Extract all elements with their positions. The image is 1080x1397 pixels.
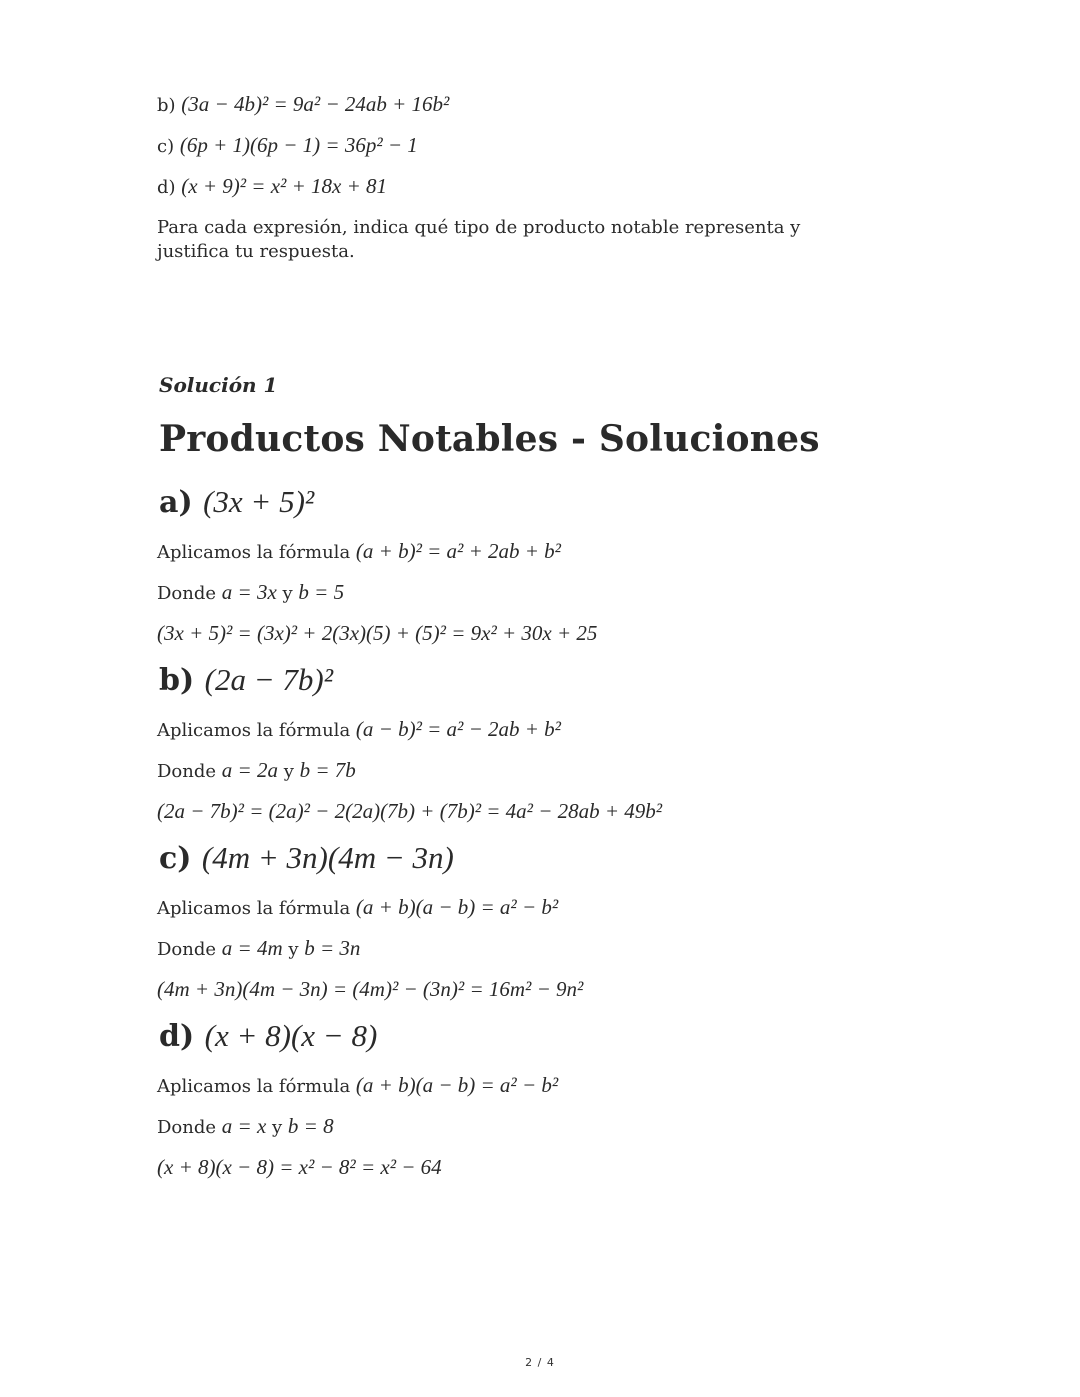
formula-expression: (a + b)(a − b) = a² − b² (355, 1073, 559, 1097)
b-value: b = 5 (298, 580, 345, 604)
item-label: b) (157, 95, 176, 116)
result-line-c (157, 977, 583, 1002)
exercise-item-d (157, 174, 387, 199)
y-text: y (288, 939, 299, 960)
item-label: c) (157, 136, 175, 157)
formula-line-a (157, 539, 561, 564)
heading-expression: (2a − 7b)² (204, 662, 333, 697)
formula-expression: (a − b)² = a² − 2ab + b² (355, 717, 561, 741)
y-text: y (282, 583, 293, 604)
a-value: a = x (221, 1114, 267, 1138)
result-expression: (2a − 7b)² = (2a)² − 2(2a)(7b) + (7b)² = 4a² − 28ab + 49b² (157, 799, 663, 823)
a-value: a = 2a (221, 758, 278, 782)
math-expression: (3a − 4b)² = 9a² − 24ab + 16b² (181, 92, 450, 116)
y-text: y (283, 761, 294, 782)
donde-text: Donde (157, 1117, 217, 1138)
donde-text: Donde (157, 939, 217, 960)
y-text: y (272, 1117, 283, 1138)
donde-line-a (157, 580, 344, 605)
donde-line-d (157, 1114, 334, 1139)
b-value: b = 8 (287, 1114, 334, 1138)
math-expression: (x + 9)² = x² + 18x + 81 (181, 174, 388, 198)
heading-label: a) (159, 485, 193, 520)
item-label: d) (157, 177, 176, 198)
a-value: a = 4m (221, 936, 283, 960)
formula-text: Aplicamos la fórmula (157, 898, 351, 919)
donde-line-c (157, 936, 360, 961)
heading-expression: (x + 8)(x − 8) (204, 1018, 378, 1053)
solution-label: Solución 1 (159, 373, 278, 397)
heading-expression: (3x + 5)² (203, 484, 315, 519)
result-expression: (3x + 5)² = (3x)² + 2(3x)(5) + (5)² = 9x² + 30x + 25 (157, 621, 598, 645)
formula-line-b (157, 717, 561, 742)
formula-text: Aplicamos la fórmula (157, 1076, 351, 1097)
result-line-b (157, 799, 662, 824)
page-title: Productos Notables - Soluciones (159, 418, 820, 460)
formula-text: Aplicamos la fórmula (157, 542, 351, 563)
section-heading-c (159, 840, 454, 876)
b-value: b = 7b (299, 758, 356, 782)
a-value: a = 3x (221, 580, 277, 604)
result-expression: (4m + 3n)(4m − 3n) = (4m)² − (3n)² = 16m² − 9n² (157, 977, 584, 1001)
exercise-item-c (157, 133, 418, 158)
section-heading-b (159, 662, 333, 698)
result-line-a (157, 621, 597, 646)
heading-label: b) (159, 663, 195, 698)
result-line-d (157, 1155, 442, 1180)
donde-text: Donde (157, 583, 217, 604)
formula-expression: (a + b)² = a² + 2ab + b² (355, 539, 561, 563)
section-heading-a (159, 484, 314, 520)
section-heading-d (159, 1018, 377, 1054)
exercise-item-b (157, 92, 449, 117)
donde-line-b (157, 758, 356, 783)
result-expression: (x + 8)(x − 8) = x² − 8² = x² − 64 (157, 1155, 442, 1179)
math-expression: (6p + 1)(6p − 1) = 36p² − 1 (179, 133, 418, 157)
formula-expression: (a + b)(a − b) = a² − b² (355, 895, 559, 919)
formula-text: Aplicamos la fórmula (157, 720, 351, 741)
formula-line-d (157, 1073, 558, 1098)
exercise-instruction: Para cada expresión, indica qué tipo de producto notable representa y justifica tu respuesta. (157, 217, 801, 262)
page-number: 2 / 4 (525, 1356, 555, 1369)
donde-text: Donde (157, 761, 217, 782)
heading-expression: (4m + 3n)(4m − 3n) (201, 840, 454, 875)
formula-line-c (157, 895, 558, 920)
heading-label: c) (159, 841, 192, 876)
heading-label: d) (159, 1019, 195, 1054)
b-value: b = 3n (304, 936, 361, 960)
